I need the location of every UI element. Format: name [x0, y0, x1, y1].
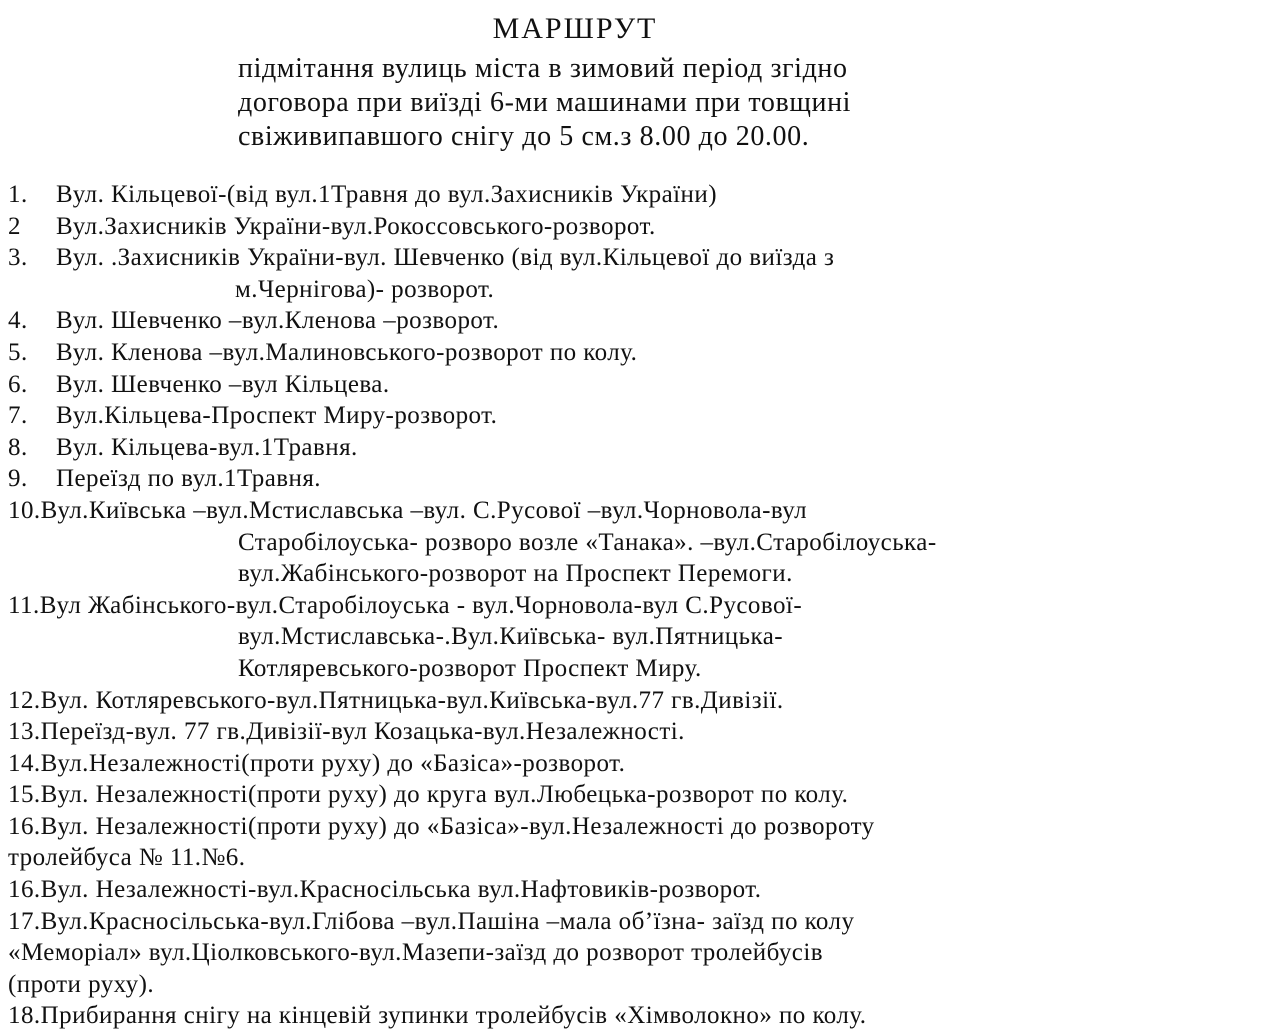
route-list [8, 179, 1270, 1032]
route-item-16-continuation: тролейбуса № 11.№6. [8, 844, 246, 872]
route-number: 18. [8, 1002, 41, 1030]
route-item-3-continuation: м.Чернігова)- розворот. [235, 275, 495, 303]
document-title: МАРШРУТ [492, 12, 658, 45]
route-text: Вул. Незалежності(проти руху) до «Базіса»-вул.Незалежності до розвороту [40, 812, 875, 840]
route-text: Вул. Кленова –вул.Малиновського-розворот по колу. [56, 338, 638, 366]
route-item-16b [8, 874, 1270, 906]
route-item-11-continuation: Котляревського-розворот Проспект Миру. [238, 654, 702, 682]
route-text: Вул. Незалежності-вул.Красносільська вул.Нафтовиків-розворот. [40, 876, 762, 904]
route-text: Прибирання снігу на кінцевій зупинки тролейбусів «Хімволокно» по колу. [40, 1002, 867, 1030]
route-text: Вул. .Захисників України-вул. Шевченко (від вул.Кільцевої до виїзда з [56, 244, 835, 272]
route-number: 7. [8, 402, 28, 430]
route-text: Вул.Красносільська-вул.Глібова –вул.Пашіна –мала об’їзна- заїзд по колу [40, 907, 855, 935]
route-item-14 [8, 748, 1270, 780]
route-text: Вул. Котляревського-вул.Пятницька-вул.Київська-вул.77 гв.Дивізії. [40, 686, 784, 714]
route-text: Вул.Кільцева-Проспект Миру-розворот. [56, 402, 498, 430]
route-number: 1. [8, 181, 28, 208]
route-number: 16. [8, 876, 41, 904]
route-item-11-continuation: вул.Мстиславська-.Вул.Київська- вул.Пятницька- [238, 623, 784, 651]
route-item-17-continuation: (проти руху). [8, 970, 155, 998]
route-item-10 [8, 495, 1270, 527]
document-subtitle [238, 52, 1238, 154]
route-text: Переїзд по вул.1Травня. [56, 465, 321, 493]
route-item-9 [8, 463, 1270, 495]
route-item-1 [8, 179, 1270, 211]
route-number: 6. [8, 370, 28, 398]
route-item-16 [8, 811, 1270, 843]
route-item-10-continuation: вул.Жабінського-розворот на Проспект Перемоги. [238, 560, 793, 588]
route-text: Вул Жабінського-вул.Старобілоуська - вул.Чорновола-вул С.Русової- [39, 591, 803, 619]
route-text: Вул.Київська –вул.Мстиславська –вул. С.Русової –вул.Чорновола-вул [40, 496, 808, 524]
route-text: Переїзд-вул. 77 гв.Дивізії-вул Козацька-вул.Незалежності. [40, 718, 685, 746]
route-number: 4. [8, 307, 28, 335]
subtitle-line: підмітання вулиць міста в зимовий період згідно [238, 53, 848, 84]
route-number: 3. [8, 244, 28, 272]
route-item-7 [8, 400, 1270, 432]
route-item-18 [8, 1000, 1270, 1032]
route-text: Вул. Кільцева-вул.1Травня. [56, 433, 358, 461]
route-item-6 [8, 369, 1270, 401]
route-item-11 [8, 590, 1270, 622]
route-number: 11. [8, 591, 40, 619]
route-item-5 [8, 337, 1270, 369]
route-item-17-continuation: «Меморіал» вул.Ціолковського-вул.Мазепи-заїзд до розворот тролейбусів [8, 939, 823, 967]
route-number: 10. [8, 496, 41, 524]
route-item-4 [8, 305, 1270, 337]
route-item-12 [8, 685, 1270, 717]
route-text: Вул.Незалежності(проти руху) до «Базіса»-розворот. [40, 749, 626, 777]
route-number: 8. [8, 433, 28, 461]
route-text: Вул. Кільцевої-(від вул.1Травня до вул.Захисників України) [56, 181, 717, 208]
route-item-2 [8, 211, 1270, 243]
route-number: 15. [8, 781, 41, 809]
route-item-8 [8, 432, 1270, 464]
route-number: 13. [8, 718, 41, 746]
route-item-13 [8, 716, 1270, 748]
subtitle-line: свіживипавшого снігу до 5 см.з 8.00 до 20.00. [238, 121, 810, 152]
route-item-3 [8, 242, 1270, 274]
route-text: Вул.Захисників України-вул.Рокоссовського-розворот. [56, 212, 656, 240]
route-number: 12. [8, 686, 41, 714]
route-item-15 [8, 779, 1270, 811]
route-item-10-continuation: Старобілоуська- розворо возле «Танака». –вул.Старобілоуська- [238, 528, 937, 556]
route-text: Вул. Шевченко –вул Кільцева. [56, 370, 390, 398]
route-number: 17. [8, 907, 41, 935]
route-text: Вул. Незалежності(проти руху) до круга вул.Любецька-розворот по колу. [40, 781, 849, 809]
route-number: 2 [8, 212, 21, 240]
route-number: 14. [8, 749, 41, 777]
route-number: 9. [8, 465, 28, 493]
route-number: 5. [8, 338, 28, 366]
subtitle-line: договора при виїзді 6-ми машинами при товщині [238, 87, 852, 118]
route-number: 16. [8, 812, 41, 840]
route-text: Вул. Шевченко –вул.Кленова –розворот. [56, 307, 500, 335]
route-item-17 [8, 906, 1270, 938]
